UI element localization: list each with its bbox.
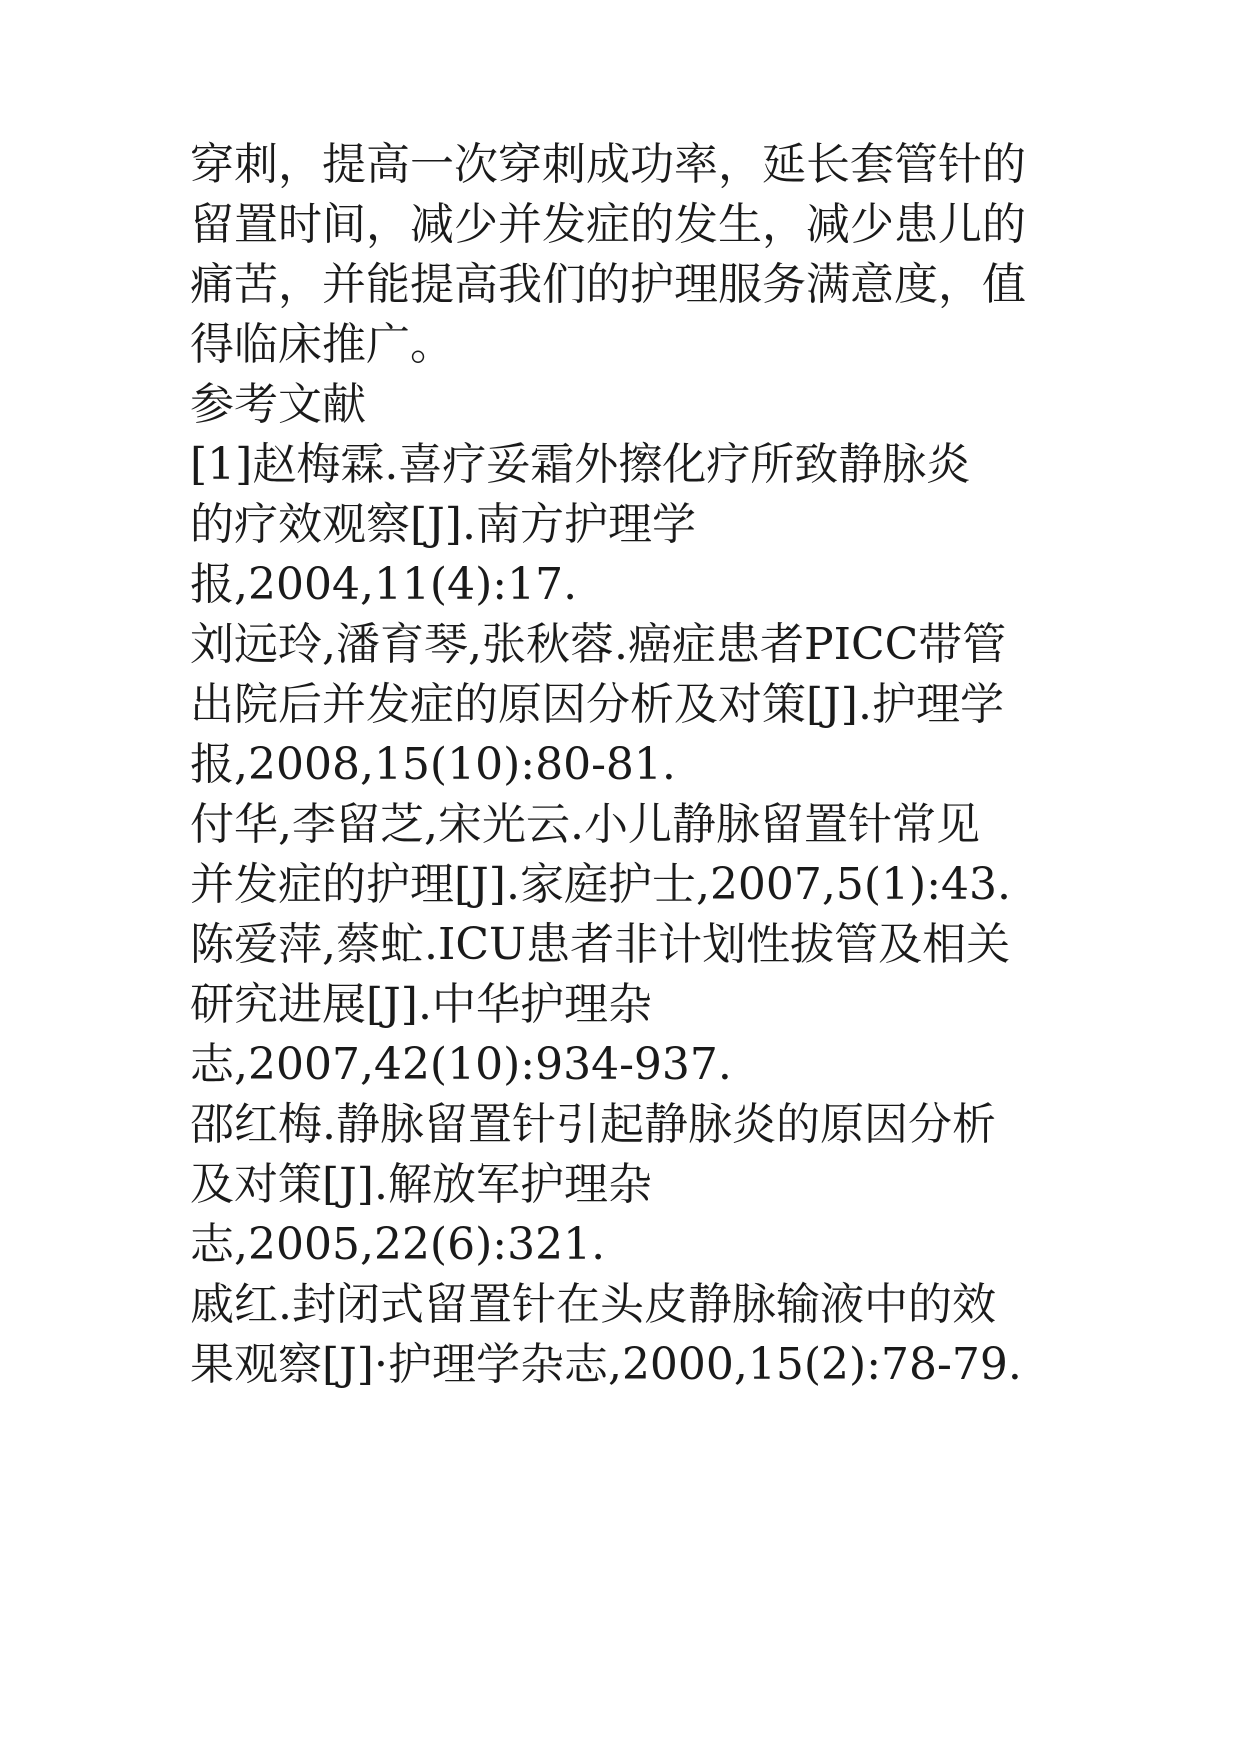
reference-line: 果观察[J]·护理学杂志,2000,15(2):78-79. xyxy=(190,1339,1022,1390)
body-text-line: 得临床推广。 xyxy=(190,319,454,370)
reference-line: 报,2008,15(10):80-81. xyxy=(190,739,676,790)
reference-line: 并发症的护理[J].家庭护士,2007,5(1):43. xyxy=(190,859,1012,910)
body-text-line: 留置时间，减少并发症的发生，减少患儿的 xyxy=(190,199,1026,250)
reference-line: 志,2007,42(10):934-937. xyxy=(190,1039,732,1090)
reference-line: [1]赵梅霖.喜疗妥霜外擦化疗所致静脉炎 xyxy=(190,439,971,490)
reference-line: 志,2005,22(6):321. xyxy=(190,1219,606,1270)
reference-line: 戚红.封闭式留置针在头皮静脉输液中的效 xyxy=(190,1279,996,1330)
reference-line: 陈爱萍,蔡虻.ICU患者非计划性拔管及相关 xyxy=(190,919,1011,970)
reference-line: 邵红梅.静脉留置针引起静脉炎的原因分析 xyxy=(190,1099,996,1150)
reference-line: 的疗效观察[J].南方护理学 xyxy=(190,499,696,550)
reference-line: 报,2004,11(4):17. xyxy=(190,559,578,610)
reference-line: 研究进展[J].中华护理杂 xyxy=(190,979,652,1030)
body-text-line: 穿刺，提高一次穿刺成功率，延长套管针的 xyxy=(190,139,1026,190)
references-heading: 参考文献 xyxy=(190,379,366,430)
reference-line: 出院后并发症的原因分析及对策[J].护理学 xyxy=(190,679,1004,730)
reference-line: 付华,李留芝,宋光云.小儿静脉留置针常见 xyxy=(190,799,980,850)
body-text-line: 痛苦，并能提高我们的护理服务满意度，值 xyxy=(190,259,1026,310)
reference-line: 及对策[J].解放军护理杂 xyxy=(190,1159,652,1210)
reference-line: 刘远玲,潘育琴,张秋蓉.癌症患者PICC带管 xyxy=(190,619,1007,670)
